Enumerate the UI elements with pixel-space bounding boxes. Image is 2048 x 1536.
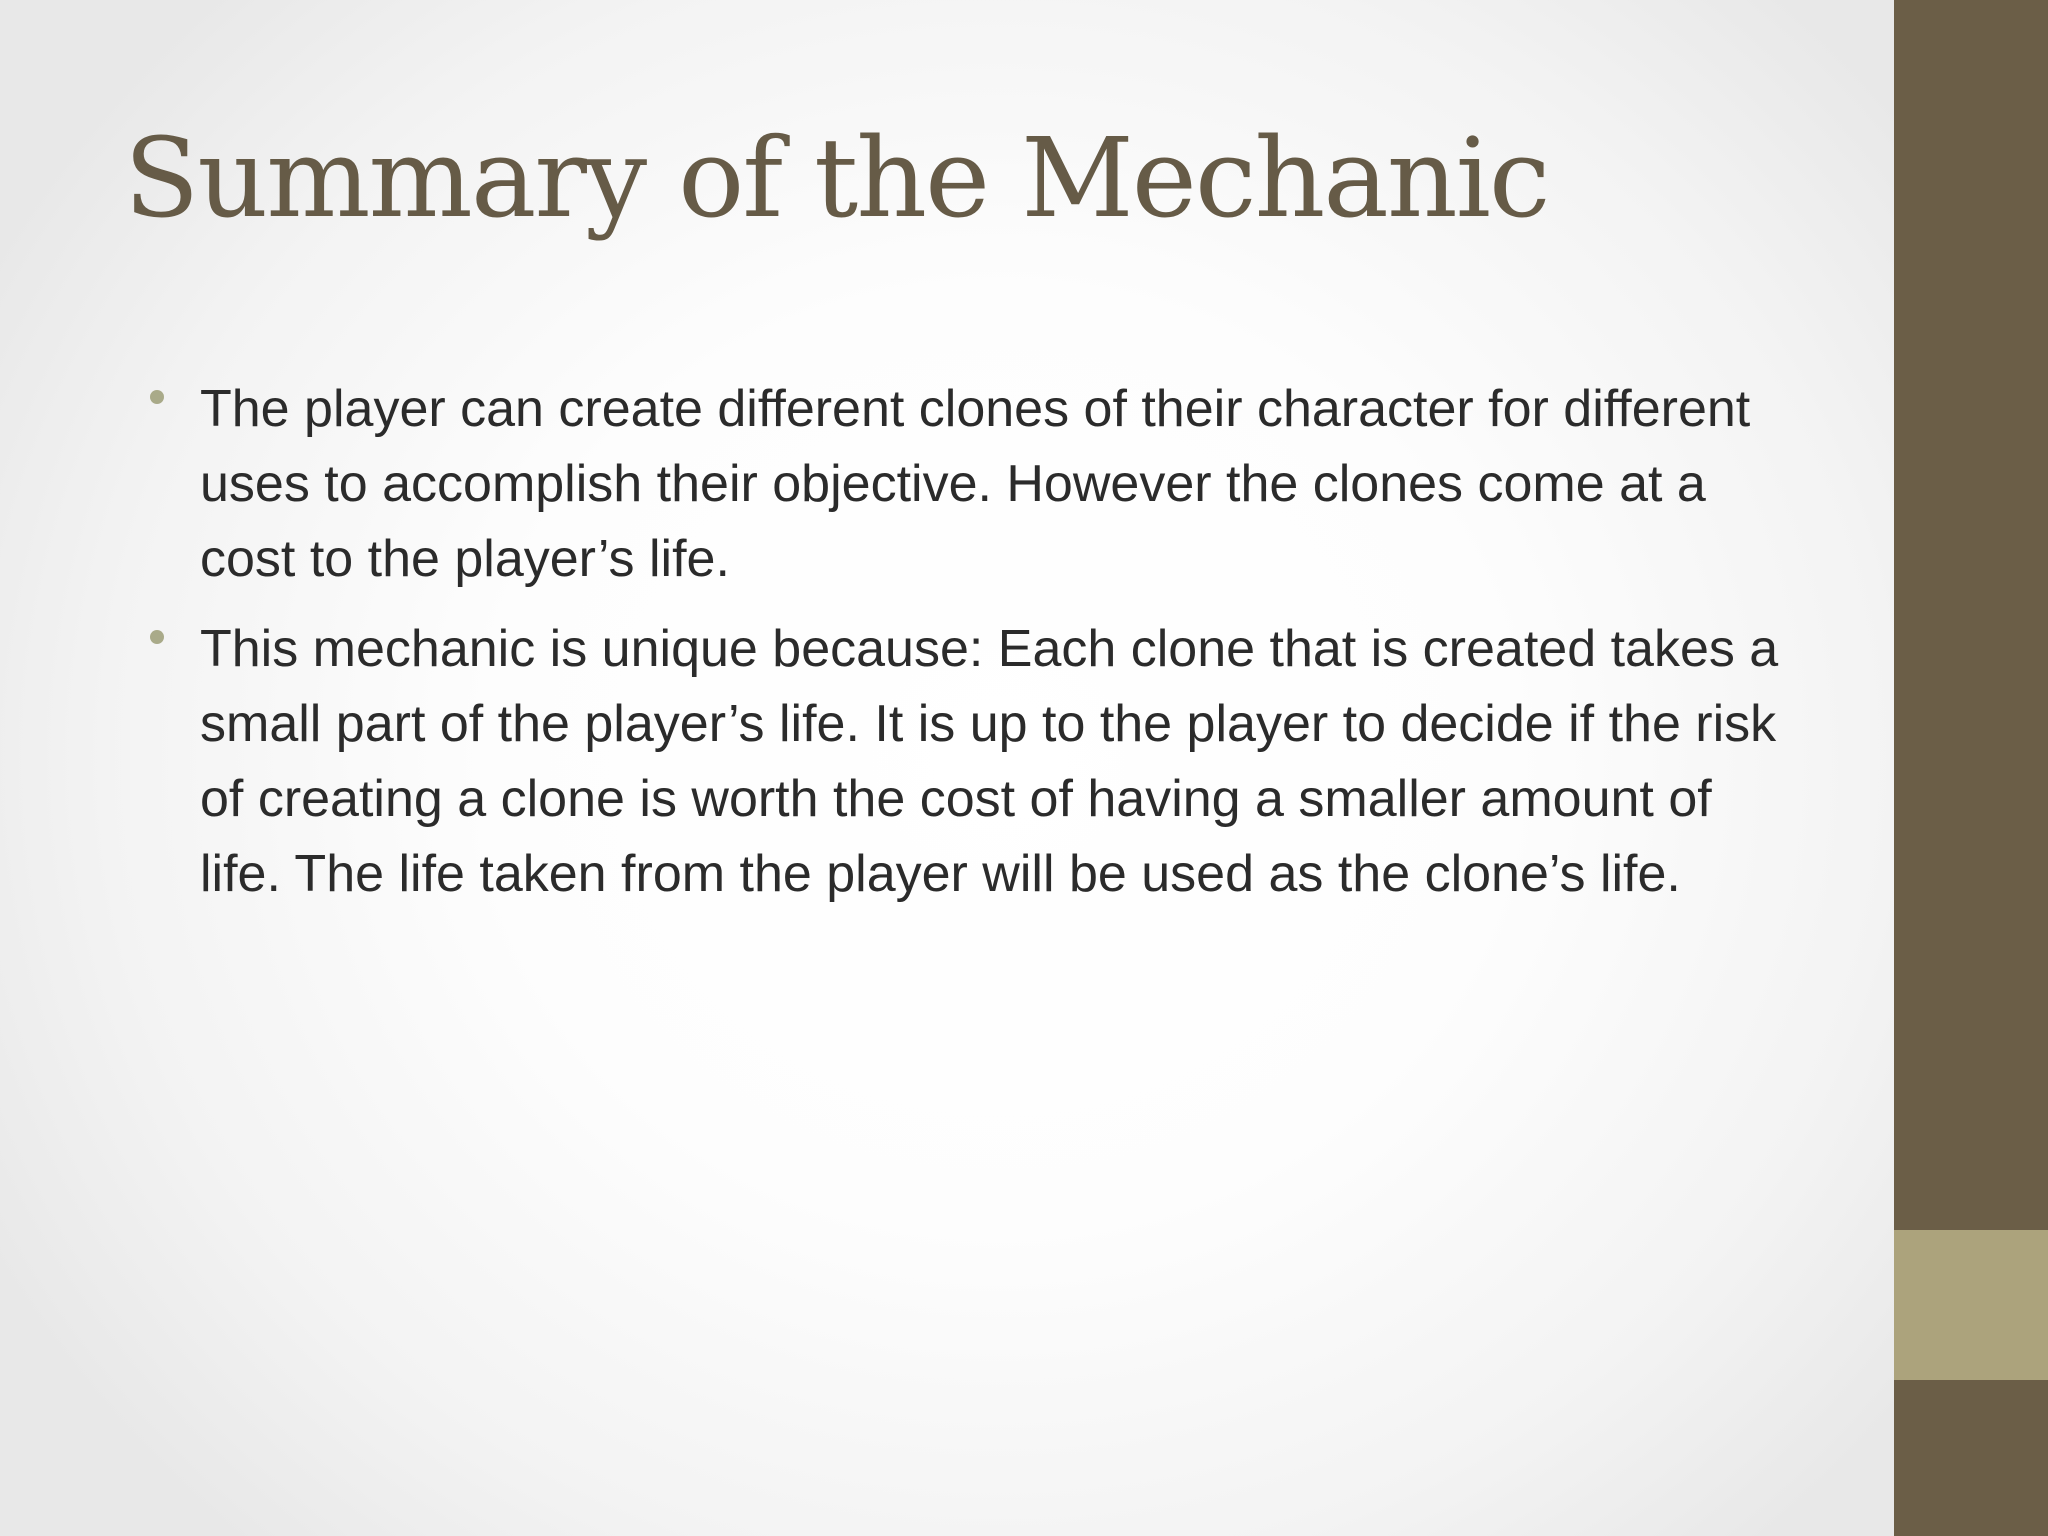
- side-accent-block: [1894, 1230, 2048, 1380]
- bullet-item: [140, 372, 1800, 597]
- bullet-text: This mechanic is unique because: Each clone that is created takes a small part of the player’s life. It is up to the player to decide if the risk of creating a clone is worth the cost of having a smaller amount of life. The life taken from the player will be used as the clone’s life.: [200, 620, 1779, 903]
- bullet-dot-icon: [150, 390, 164, 404]
- bullet-list: [140, 372, 1800, 927]
- bullet-item: [140, 612, 1800, 912]
- bullet-text: The player can create different clones of their character for different uses to accomplish their objective. However the clones come at a cost to the player’s life.: [200, 380, 1751, 588]
- slide-title: Summary of the Mechanic: [124, 114, 1549, 242]
- bullet-dot-icon: [150, 630, 164, 644]
